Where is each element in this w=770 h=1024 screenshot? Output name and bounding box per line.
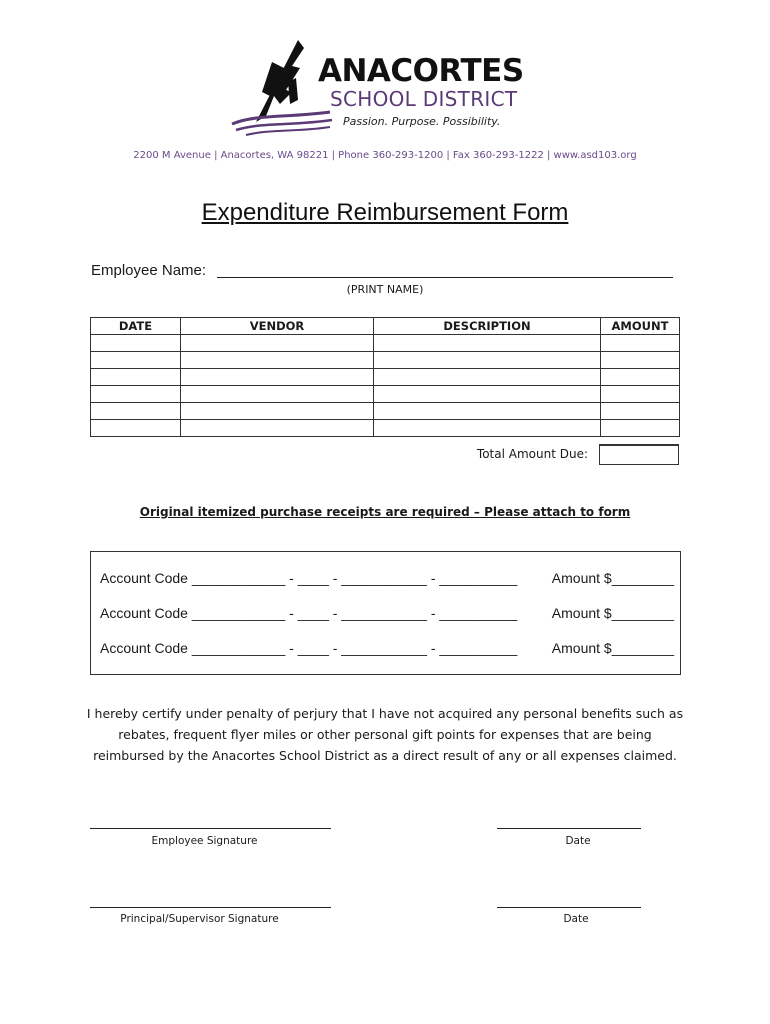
amount-cell[interactable] — [601, 386, 680, 403]
employee-name-label: Employee Name: — [91, 262, 207, 279]
date-caption: Date — [563, 913, 589, 925]
employee-signature-caption: Employee Signature — [151, 835, 258, 847]
table-header-row — [91, 318, 680, 335]
table-row — [91, 403, 680, 420]
table-row — [91, 335, 680, 352]
account-code-field[interactable]: Account Code ____________ - ____ - ___________ - __________ — [100, 605, 518, 621]
vendor-cell[interactable] — [181, 352, 374, 369]
expense-table — [90, 317, 680, 437]
supervisor-signature-caption: Principal/Supervisor Signature — [120, 913, 279, 925]
receipts-notice: Original itemized purchase receipts are required – Please attach to form — [139, 505, 631, 519]
print-name-caption: (PRINT NAME) — [346, 283, 424, 296]
amount-cell[interactable] — [601, 420, 680, 437]
account-code-field[interactable]: Account Code ____________ - ____ - ___________ - __________ — [100, 640, 518, 656]
date-cell[interactable] — [91, 403, 181, 420]
date-caption: Date — [565, 835, 591, 847]
address-line: 2200 M Avenue | Anacortes, WA 98221 | Phone 360-293-1200 | Fax 360-293-1222 | www.asd103.org — [133, 150, 637, 161]
account-code-row — [100, 570, 674, 590]
vendor-cell[interactable] — [181, 335, 374, 352]
description-cell[interactable] — [374, 369, 601, 386]
account-amount-field[interactable]: Amount $________ — [551, 570, 674, 586]
supervisor-signature-line[interactable] — [90, 907, 331, 908]
description-cell[interactable] — [374, 386, 601, 403]
amount-cell[interactable] — [601, 335, 680, 352]
account-amount-field[interactable]: Amount $________ — [551, 640, 674, 656]
date-cell[interactable] — [91, 352, 181, 369]
employee-name-field[interactable] — [217, 277, 673, 278]
column-header-date: DATE — [91, 318, 181, 335]
date-line[interactable] — [497, 828, 641, 829]
total-amount-label: Total Amount Due: — [476, 447, 588, 461]
table-row — [91, 369, 680, 386]
amount-cell[interactable] — [601, 403, 680, 420]
column-header-vendor: VENDOR — [181, 318, 374, 335]
description-cell[interactable] — [374, 420, 601, 437]
logo-subtitle: SCHOOL DISTRICT — [330, 87, 518, 111]
date-line[interactable] — [497, 907, 641, 908]
account-amount-field[interactable]: Amount $________ — [551, 605, 674, 621]
date-cell[interactable] — [91, 420, 181, 437]
table-row — [91, 420, 680, 437]
employee-signature-line[interactable] — [90, 828, 331, 829]
table-row — [91, 386, 680, 403]
date-cell[interactable] — [91, 335, 181, 352]
vendor-cell[interactable] — [181, 420, 374, 437]
account-code-row — [100, 640, 674, 660]
date-cell[interactable] — [91, 386, 181, 403]
certification-statement: I hereby certify under penalty of perjury that I have not acquired any personal benefits such as rebates, frequent flyer miles or other personal gift points for expenses that are being reimbursed by the Anacortes School District as a direct result of any or all expenses claimed. — [86, 706, 684, 763]
table-row — [91, 352, 680, 369]
vendor-cell[interactable] — [181, 386, 374, 403]
vendor-cell[interactable] — [181, 403, 374, 420]
column-header-amount: AMOUNT — [601, 318, 680, 335]
logo-title: ANACORTES — [318, 53, 524, 89]
description-cell[interactable] — [374, 335, 601, 352]
account-code-field[interactable]: Account Code ____________ - ____ - ___________ - __________ — [100, 570, 518, 586]
form-title: Expenditure Reimbursement Form — [201, 199, 569, 226]
logo-tagline: Passion. Purpose. Possibility. — [343, 115, 501, 128]
description-cell[interactable] — [374, 403, 601, 420]
account-code-row — [100, 605, 674, 625]
total-amount-field[interactable] — [599, 444, 679, 465]
amount-cell[interactable] — [601, 352, 680, 369]
vendor-cell[interactable] — [181, 369, 374, 386]
description-cell[interactable] — [374, 352, 601, 369]
amount-cell[interactable] — [601, 369, 680, 386]
column-header-description: DESCRIPTION — [374, 318, 601, 335]
date-cell[interactable] — [91, 369, 181, 386]
